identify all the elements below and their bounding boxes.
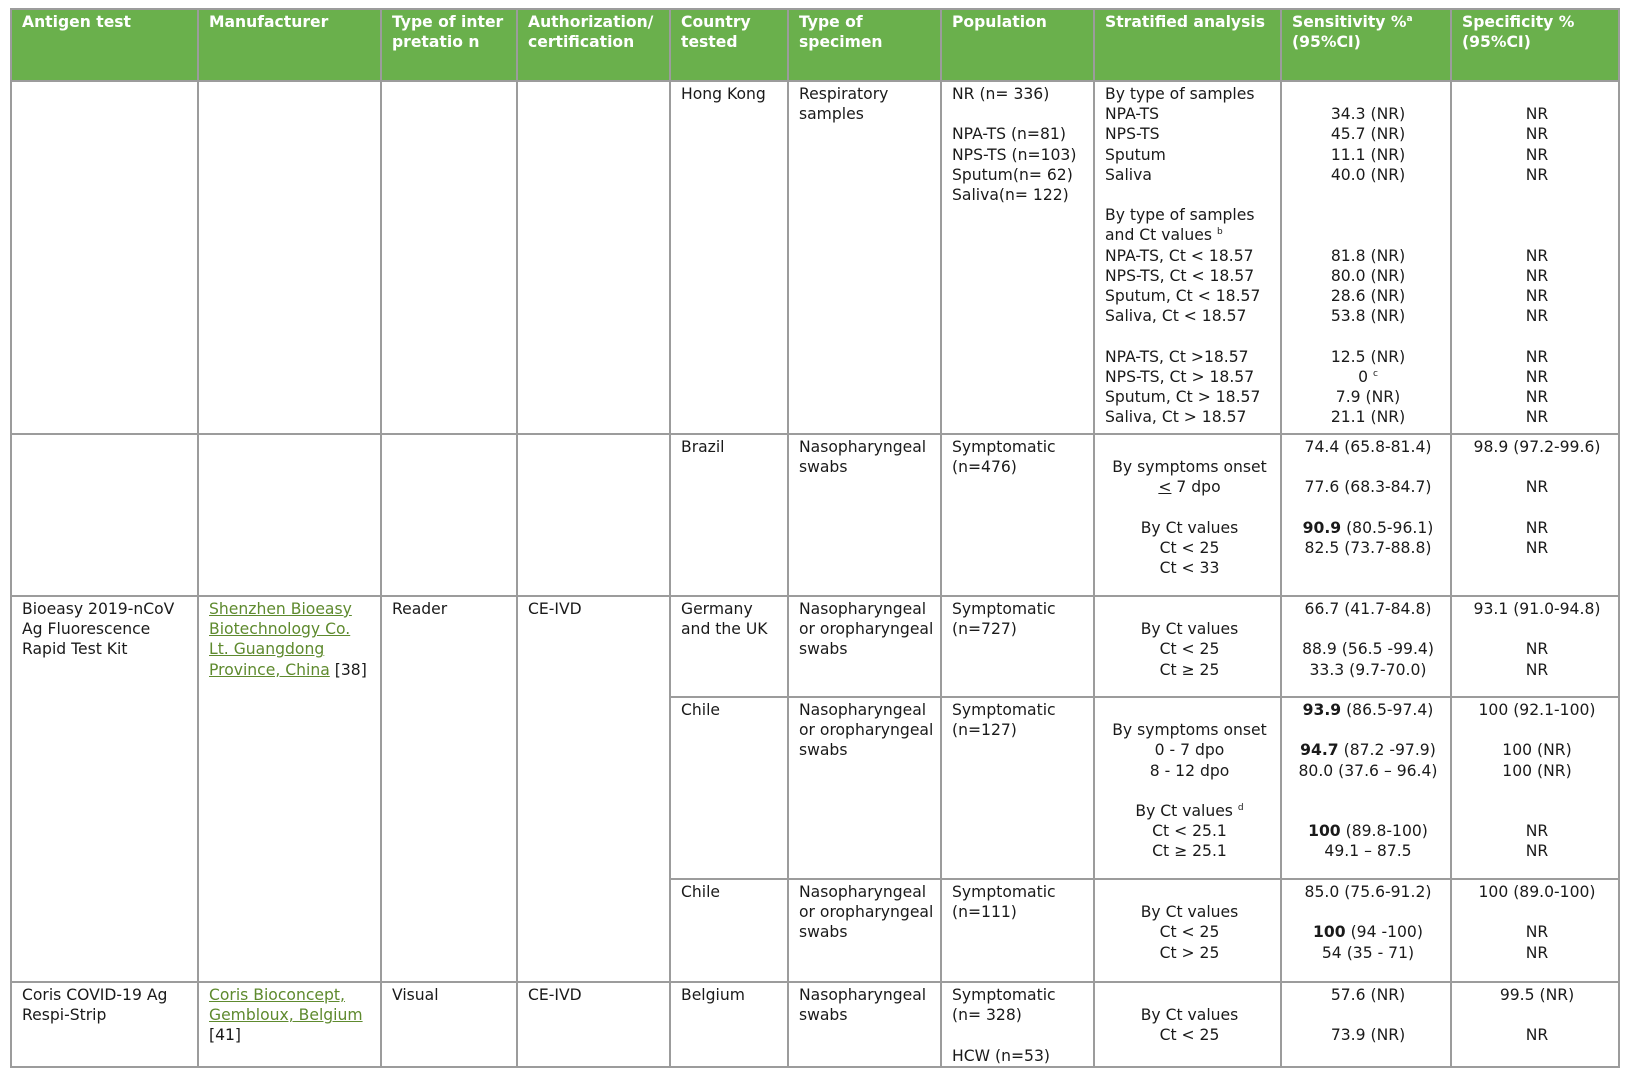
header-sensitivity — [1281, 9, 1451, 81]
strat-item: NPS-TS, Ct < 18.57 — [1105, 266, 1255, 285]
sensitivity-ci: (86.5-97.4) — [1341, 701, 1434, 719]
cell-manufacturer — [198, 81, 381, 434]
strat-item: Ct > 25 — [1159, 943, 1220, 962]
cell-interpretation — [381, 81, 517, 434]
strat-heading — [1105, 225, 1274, 245]
sensitivity-value: 28.6 (NR) — [1330, 286, 1406, 305]
sensitivity-table — [10, 8, 1620, 1068]
specificity-value: NR — [1525, 660, 1549, 679]
cell-manufacturer — [198, 596, 381, 982]
strat-item: Saliva, Ct < 18.57 — [1105, 307, 1247, 326]
cell-population — [941, 81, 1094, 434]
header-row — [11, 9, 1619, 81]
sensitivity-bold: 100 — [1313, 923, 1346, 942]
strat-item: Ct ≥ 25.1 — [1152, 842, 1227, 861]
sensitivity-value: 33.3 (9.7-70.0) — [1309, 660, 1427, 679]
specificity-value: NR — [1525, 347, 1549, 366]
strat-item: Ct ≥ 25 — [1159, 660, 1220, 679]
sensitivity-ci: (89.8-100) — [1340, 822, 1428, 841]
cell-country: Hong Kong — [670, 81, 788, 434]
cell-population: Symptomatic (n=476) — [941, 434, 1094, 596]
specificity-value: 100 (92.1-100) — [1478, 701, 1596, 719]
sensitivity-label: Sensitivity % — [1292, 13, 1407, 31]
strat-heading-text: By Ct values — [1135, 801, 1233, 820]
cell-antigen-test: Bioeasy 2019-nCoV Ag Fluorescence Rapid Test Kit — [11, 596, 198, 982]
cell-specificity — [1451, 81, 1619, 434]
footnote-d: d — [1237, 802, 1244, 813]
table-row — [11, 81, 1619, 434]
population-subgroup: HCW (n=53) — [952, 1046, 1050, 1065]
strat-item: Ct < 25 — [1159, 640, 1220, 659]
sensitivity-value: 74.4 (65.8-81.4) — [1304, 438, 1432, 456]
cell-sensitivity — [1281, 81, 1451, 434]
cell-country: Chile — [670, 697, 788, 879]
strat-heading: By symptoms onset — [1112, 721, 1267, 740]
sensitivity-value: 73.9 (NR) — [1330, 1026, 1406, 1045]
cell-stratified — [1094, 434, 1281, 596]
header-country: Country tested — [670, 9, 788, 81]
cell-sensitivity — [1281, 697, 1451, 879]
specificity-value: NR — [1525, 367, 1549, 386]
specificity-value: 98.9 (97.2-99.6) — [1473, 438, 1601, 456]
cell-interpretation: Visual — [381, 982, 517, 1067]
sensitivity-value: 21.1 (NR) — [1330, 408, 1406, 427]
cell-stratified — [1094, 697, 1281, 879]
specificity-value: NR — [1525, 538, 1549, 557]
cell-antigen-test: Coris COVID-19 Ag Respi-Strip — [11, 982, 198, 1067]
cell-population: Symptomatic (n=727) — [941, 596, 1094, 697]
strat-item: Ct < 25.1 — [1152, 822, 1227, 841]
sensitivity-value: 66.7 (41.7-84.8) — [1304, 600, 1432, 618]
strat-item: NPA-TS — [1105, 105, 1160, 124]
specificity-value: 100 (NR) — [1502, 761, 1572, 780]
population-total: Symptomatic (n= 328) — [952, 986, 1056, 1025]
strat-item: Sputum — [1105, 145, 1166, 164]
specificity-value: NR — [1525, 387, 1549, 406]
specificity-value: 100 (89.0-100) — [1478, 883, 1596, 901]
sensitivity-value — [1292, 740, 1444, 760]
sensitivity-bold: 94.7 — [1300, 741, 1339, 760]
cell-country: Germany and the UK — [670, 596, 788, 697]
sensitivity-value: 85.0 (75.6-91.2) — [1304, 883, 1432, 901]
manufacturer-link[interactable]: Coris Bioconcept, Gembloux, Belgium — [209, 986, 363, 1025]
strat-item: Ct < 25 — [1159, 923, 1220, 942]
strat-heading: By Ct values — [1140, 620, 1239, 639]
sensitivity-value: 88.9 (56.5 -99.4) — [1302, 640, 1434, 659]
strat-item: Saliva — [1105, 165, 1152, 184]
cell-sensitivity — [1281, 982, 1451, 1067]
strat-heading: By symptoms onset — [1112, 458, 1267, 477]
sensitivity-value: 40.0 (NR) — [1330, 165, 1406, 184]
sensitivity-value — [1292, 922, 1444, 942]
strat-item: NPA-TS, Ct < 18.57 — [1105, 246, 1254, 265]
header-population: Population — [941, 9, 1094, 81]
cell-sensitivity — [1281, 434, 1451, 596]
sensitivity-value — [1292, 700, 1444, 720]
sensitivity-value — [1292, 821, 1444, 841]
sensitivity-bold: 93.9 — [1302, 701, 1342, 719]
cell-specimen: Nasopharyngeal or oropharyngeal swabs — [788, 596, 941, 697]
sensitivity-value: 53.8 (NR) — [1330, 307, 1406, 326]
header-manufacturer: Manufacturer — [198, 9, 381, 81]
strat-item: NPA-TS, Ct >18.57 — [1105, 347, 1249, 366]
cell-specimen: Nasopharyngeal swabs — [788, 982, 941, 1067]
table-row — [11, 434, 1619, 596]
specificity-value: NR — [1525, 943, 1549, 962]
header-stratified: Stratified analysis — [1094, 9, 1281, 81]
population-subgroup: Saliva(n= 122) — [952, 186, 1069, 204]
cell-specificity — [1451, 697, 1619, 879]
sensitivity-value — [1292, 518, 1444, 538]
specificity-value: NR — [1525, 640, 1549, 659]
footnote-c: c — [1372, 368, 1378, 379]
strat-heading: By type of samples — [1105, 85, 1255, 103]
cell-authorization: CE-IVD — [517, 596, 670, 982]
cell-specimen: Nasopharyngeal swabs — [788, 434, 941, 596]
specificity-value: NR — [1525, 1026, 1549, 1045]
header-specimen: Type of specimen — [788, 9, 941, 81]
cell-specimen: Nasopharyngeal or oropharyngeal swabs — [788, 697, 941, 879]
specificity-value: NR — [1525, 478, 1549, 497]
cell-interpretation: Reader — [381, 596, 517, 982]
footnote-b: b — [1216, 227, 1223, 238]
header-authorization: Authorization/ certification — [517, 9, 670, 81]
reference: [38] — [329, 660, 367, 679]
sensitivity-value: 45.7 (NR) — [1330, 125, 1406, 144]
cell-population — [941, 982, 1094, 1067]
less-equal-symbol: < — [1158, 478, 1172, 497]
cell-specificity — [1451, 879, 1619, 982]
sensitivity-value: 11.1 (NR) — [1330, 145, 1406, 164]
strat-item: NPS-TS — [1105, 125, 1160, 144]
footnote-a: a — [1406, 14, 1413, 24]
cell-specificity — [1451, 434, 1619, 596]
cell-authorization — [517, 434, 670, 596]
cell-stratified — [1094, 81, 1281, 434]
cell-authorization: CE-IVD — [517, 982, 670, 1067]
strat-item: 0 - 7 dpo — [1154, 741, 1225, 760]
sensitivity-value: 80.0 (NR) — [1330, 266, 1406, 285]
cell-stratified — [1094, 879, 1281, 982]
cell-stratified — [1094, 596, 1281, 697]
specificity-value: NR — [1525, 105, 1549, 124]
manufacturer-link[interactable]: Shenzhen Bioeasy Biotechnology Co. Lt. Guangdong Province, China — [209, 600, 352, 679]
sensitivity-value: 57.6 (NR) — [1330, 986, 1406, 1004]
cell-stratified — [1094, 982, 1281, 1067]
strat-item: Ct < 33 — [1159, 559, 1220, 578]
sensitivity-bold: 100 — [1308, 822, 1341, 841]
cell-country: Brazil — [670, 434, 788, 596]
reference: [41] — [209, 1026, 242, 1045]
sensitivity-value: 81.8 (NR) — [1330, 246, 1406, 265]
specificity-value: NR — [1525, 246, 1549, 265]
cell-population: Symptomatic (n=127) — [941, 697, 1094, 879]
table-row — [11, 982, 1619, 1067]
sensitivity-value: 54 (35 - 71) — [1321, 943, 1415, 962]
sensitivity-ci: (94 -100) — [1345, 923, 1423, 942]
specificity-value: 100 (NR) — [1502, 741, 1572, 760]
strat-item: 8 - 12 dpo — [1149, 761, 1230, 780]
cell-antigen-test — [11, 81, 198, 434]
header-specificity: Specificity % (95%CI) — [1451, 9, 1619, 81]
specificity-value: NR — [1525, 408, 1549, 427]
cell-manufacturer — [198, 434, 381, 596]
sensitivity-value: 77.6 (68.3-84.7) — [1304, 478, 1432, 497]
strat-item: Sputum, Ct > 18.57 — [1105, 388, 1261, 407]
strat-item: Ct < 25 — [1159, 538, 1220, 557]
sensitivity-value — [1292, 367, 1444, 387]
specificity-value: NR — [1525, 266, 1549, 285]
strat-item: NPS-TS, Ct > 18.57 — [1105, 367, 1255, 386]
population-subgroup: Sputum(n= 62) — [952, 165, 1073, 184]
cell-authorization — [517, 81, 670, 434]
sensitivity-value: 82.5 (73.7-88.8) — [1304, 538, 1432, 557]
cell-country: Chile — [670, 879, 788, 982]
cell-interpretation — [381, 434, 517, 596]
specificity-value: 93.1 (91.0-94.8) — [1473, 600, 1601, 618]
specificity-value: 99.5 (NR) — [1499, 986, 1575, 1004]
sensitivity-value: 7.9 (NR) — [1335, 387, 1401, 406]
strat-heading — [1105, 801, 1274, 821]
specificity-value: NR — [1525, 518, 1549, 537]
sensitivity-ci: (95%CI) — [1292, 33, 1361, 51]
cell-specificity — [1451, 596, 1619, 697]
cell-specimen: Respiratory samples — [788, 81, 941, 434]
specificity-value: NR — [1525, 842, 1549, 861]
sensitivity-value: 12.5 (NR) — [1330, 347, 1406, 366]
cell-sensitivity — [1281, 879, 1451, 982]
sensitivity-value: 49.1 – 87.5 — [1324, 842, 1412, 861]
sensitivity-ci: (87.2 -97.9) — [1338, 741, 1436, 760]
strat-item — [1105, 477, 1274, 497]
header-antigen-test: Antigen test — [11, 9, 198, 81]
cell-population: Symptomatic (n=111) — [941, 879, 1094, 982]
strat-item: Sputum, Ct < 18.57 — [1105, 287, 1261, 306]
cell-specimen: Nasopharyngeal or oropharyngeal swabs — [788, 879, 941, 982]
sensitivity-value: 80.0 (37.6 – 96.4) — [1298, 761, 1438, 780]
specificity-value: NR — [1525, 145, 1549, 164]
strat-heading-text: and Ct values — [1105, 226, 1212, 245]
table-row — [11, 596, 1619, 697]
population-subgroup: NPS-TS (n=103) — [952, 145, 1077, 164]
sensitivity-value: 34.3 (NR) — [1330, 105, 1406, 124]
cell-country: Belgium — [670, 982, 788, 1067]
specificity-value: NR — [1525, 165, 1549, 184]
population-total: NR (n= 336) — [952, 85, 1050, 103]
strat-item: Saliva, Ct > 18.57 — [1105, 408, 1247, 427]
strat-heading: By Ct values — [1140, 1006, 1239, 1025]
strat-item: Ct < 25 — [1159, 1026, 1220, 1045]
specificity-value: NR — [1525, 286, 1549, 305]
sensitivity-ci: (80.5-96.1) — [1341, 518, 1434, 537]
specificity-value: NR — [1525, 307, 1549, 326]
cell-specificity — [1451, 982, 1619, 1067]
sensitivity-bold: 90.9 — [1302, 518, 1342, 537]
cell-manufacturer — [198, 982, 381, 1067]
strat-item-text: 7 dpo — [1171, 478, 1221, 497]
strat-heading: By type of samples — [1105, 206, 1255, 225]
cell-sensitivity — [1281, 596, 1451, 697]
cell-antigen-test — [11, 434, 198, 596]
population-subgroup: NPA-TS (n=81) — [952, 125, 1066, 144]
specificity-value: NR — [1525, 822, 1549, 841]
sensitivity-value-text: 0 — [1358, 367, 1368, 386]
specificity-value: NR — [1525, 125, 1549, 144]
strat-heading: By Ct values — [1140, 518, 1239, 537]
header-interpretation: Type of interpretatio n — [381, 9, 517, 81]
specificity-value: NR — [1525, 923, 1549, 942]
strat-heading: By Ct values — [1140, 903, 1239, 922]
